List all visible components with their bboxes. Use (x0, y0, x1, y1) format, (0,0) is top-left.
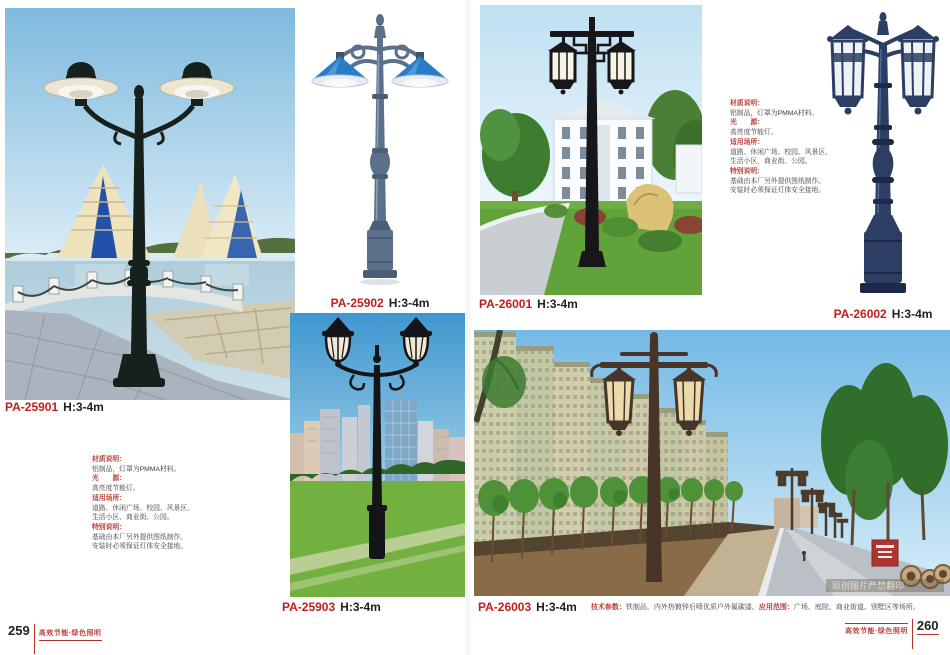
product-label-pa26001 (479, 297, 578, 311)
product-label-pa26002 (818, 307, 948, 321)
spec-special-text-2: 安装时必须保证灯体安全接地。 (92, 543, 188, 551)
product-code: PA-25903 (282, 600, 336, 614)
product-code: PA-25901 (5, 400, 59, 414)
spec-venues-label: 适用场所： (730, 138, 764, 146)
product-label-pa26003 (478, 600, 920, 614)
photo-pa26001-garden (480, 5, 702, 295)
spec-venues-text-2: 生活小区、商业街、公园。 (92, 514, 174, 522)
product-height: H:3-4m (537, 297, 578, 311)
page-number-right: 260 (916, 618, 939, 633)
spec-source-text: 高亮度节能灯。 (730, 129, 778, 137)
photo-pa26002-lamp (818, 5, 948, 305)
footer-left (8, 624, 102, 654)
footer-right (845, 619, 939, 649)
photo-pa26003-avenue (474, 330, 950, 596)
footer-divider (912, 619, 913, 649)
photo-pa25903-skyline (290, 313, 465, 597)
spec-material-text: 铝制品，灯罩为PMMA材料。 (92, 465, 181, 473)
spec-special-text-2: 安装时必须保证灯体安全接地。 (730, 187, 826, 195)
footer-divider (34, 624, 35, 654)
spec-special-label: 特别说明： (730, 167, 764, 175)
photo-pa25902-lamp (300, 6, 460, 295)
product-height: H:3-4m (536, 600, 577, 614)
spec-material-text: 铝制品，灯罩为PMMA材料。 (730, 109, 819, 117)
product-height: H:3-4m (891, 307, 933, 321)
footer-slogan-left: 高效节能·绿色照明 (39, 628, 102, 641)
tech-params-label: 技术参数： (590, 604, 626, 611)
spec-block-right (730, 99, 832, 196)
spec-material-label: 材质说明： (730, 100, 764, 107)
spec-venues-text-1: 道路、休闲广场、校园、风景区、 (92, 504, 194, 512)
spec-special-label: 特别说明： (92, 523, 126, 531)
spec-venues-text-2: 生活小区、商业街、公园。 (730, 158, 812, 166)
product-label-pa25902 (300, 296, 460, 310)
product-code: PA-26001 (479, 297, 533, 311)
product-height: H:3-4m (63, 400, 104, 414)
product-height: H:3-4m (340, 600, 381, 614)
product-label-pa25901 (5, 400, 104, 414)
spec-venues-label: 适用场所： (92, 494, 126, 502)
footer-slogan-right: 高效节能·绿色照明 (845, 623, 908, 636)
page-fold-shadow (466, 0, 473, 655)
tech-scope-label: 应用范围： (758, 604, 794, 611)
product-code: PA-26003 (478, 600, 532, 614)
spec-special-text-1: 基础由本厂另外提供图纸制作。 (730, 177, 826, 185)
page-number-left: 259 (8, 623, 30, 638)
product-label-pa25903 (282, 600, 381, 614)
spec-source-text: 高亮度节能灯。 (92, 485, 140, 493)
tech-params-text: 铁制品，内外热镀锌后喷优质户外氟碳漆。 (625, 604, 759, 611)
product-code: PA-26002 (833, 307, 887, 321)
spec-block-left (92, 455, 194, 552)
tech-scope-text: 广场、庭院、商业街道、别墅区等场所。 (793, 604, 920, 611)
tech-note (591, 604, 920, 611)
photo-pa25901-lakeside (5, 8, 295, 400)
spec-source-label: 光 源： (730, 119, 764, 127)
spec-venues-text-1: 道路、休闲广场、校园、风景区、 (730, 148, 832, 156)
product-height: H:3-4m (388, 296, 430, 310)
spec-source-label: 光 源： (92, 475, 126, 483)
product-code: PA-25902 (330, 296, 384, 310)
photo-watermark: 原创图片严禁翻印 (832, 581, 905, 591)
spec-material-label: 材质说明： (92, 456, 126, 463)
spec-special-text-1: 基础由本厂另外提供图纸制作。 (92, 533, 188, 541)
